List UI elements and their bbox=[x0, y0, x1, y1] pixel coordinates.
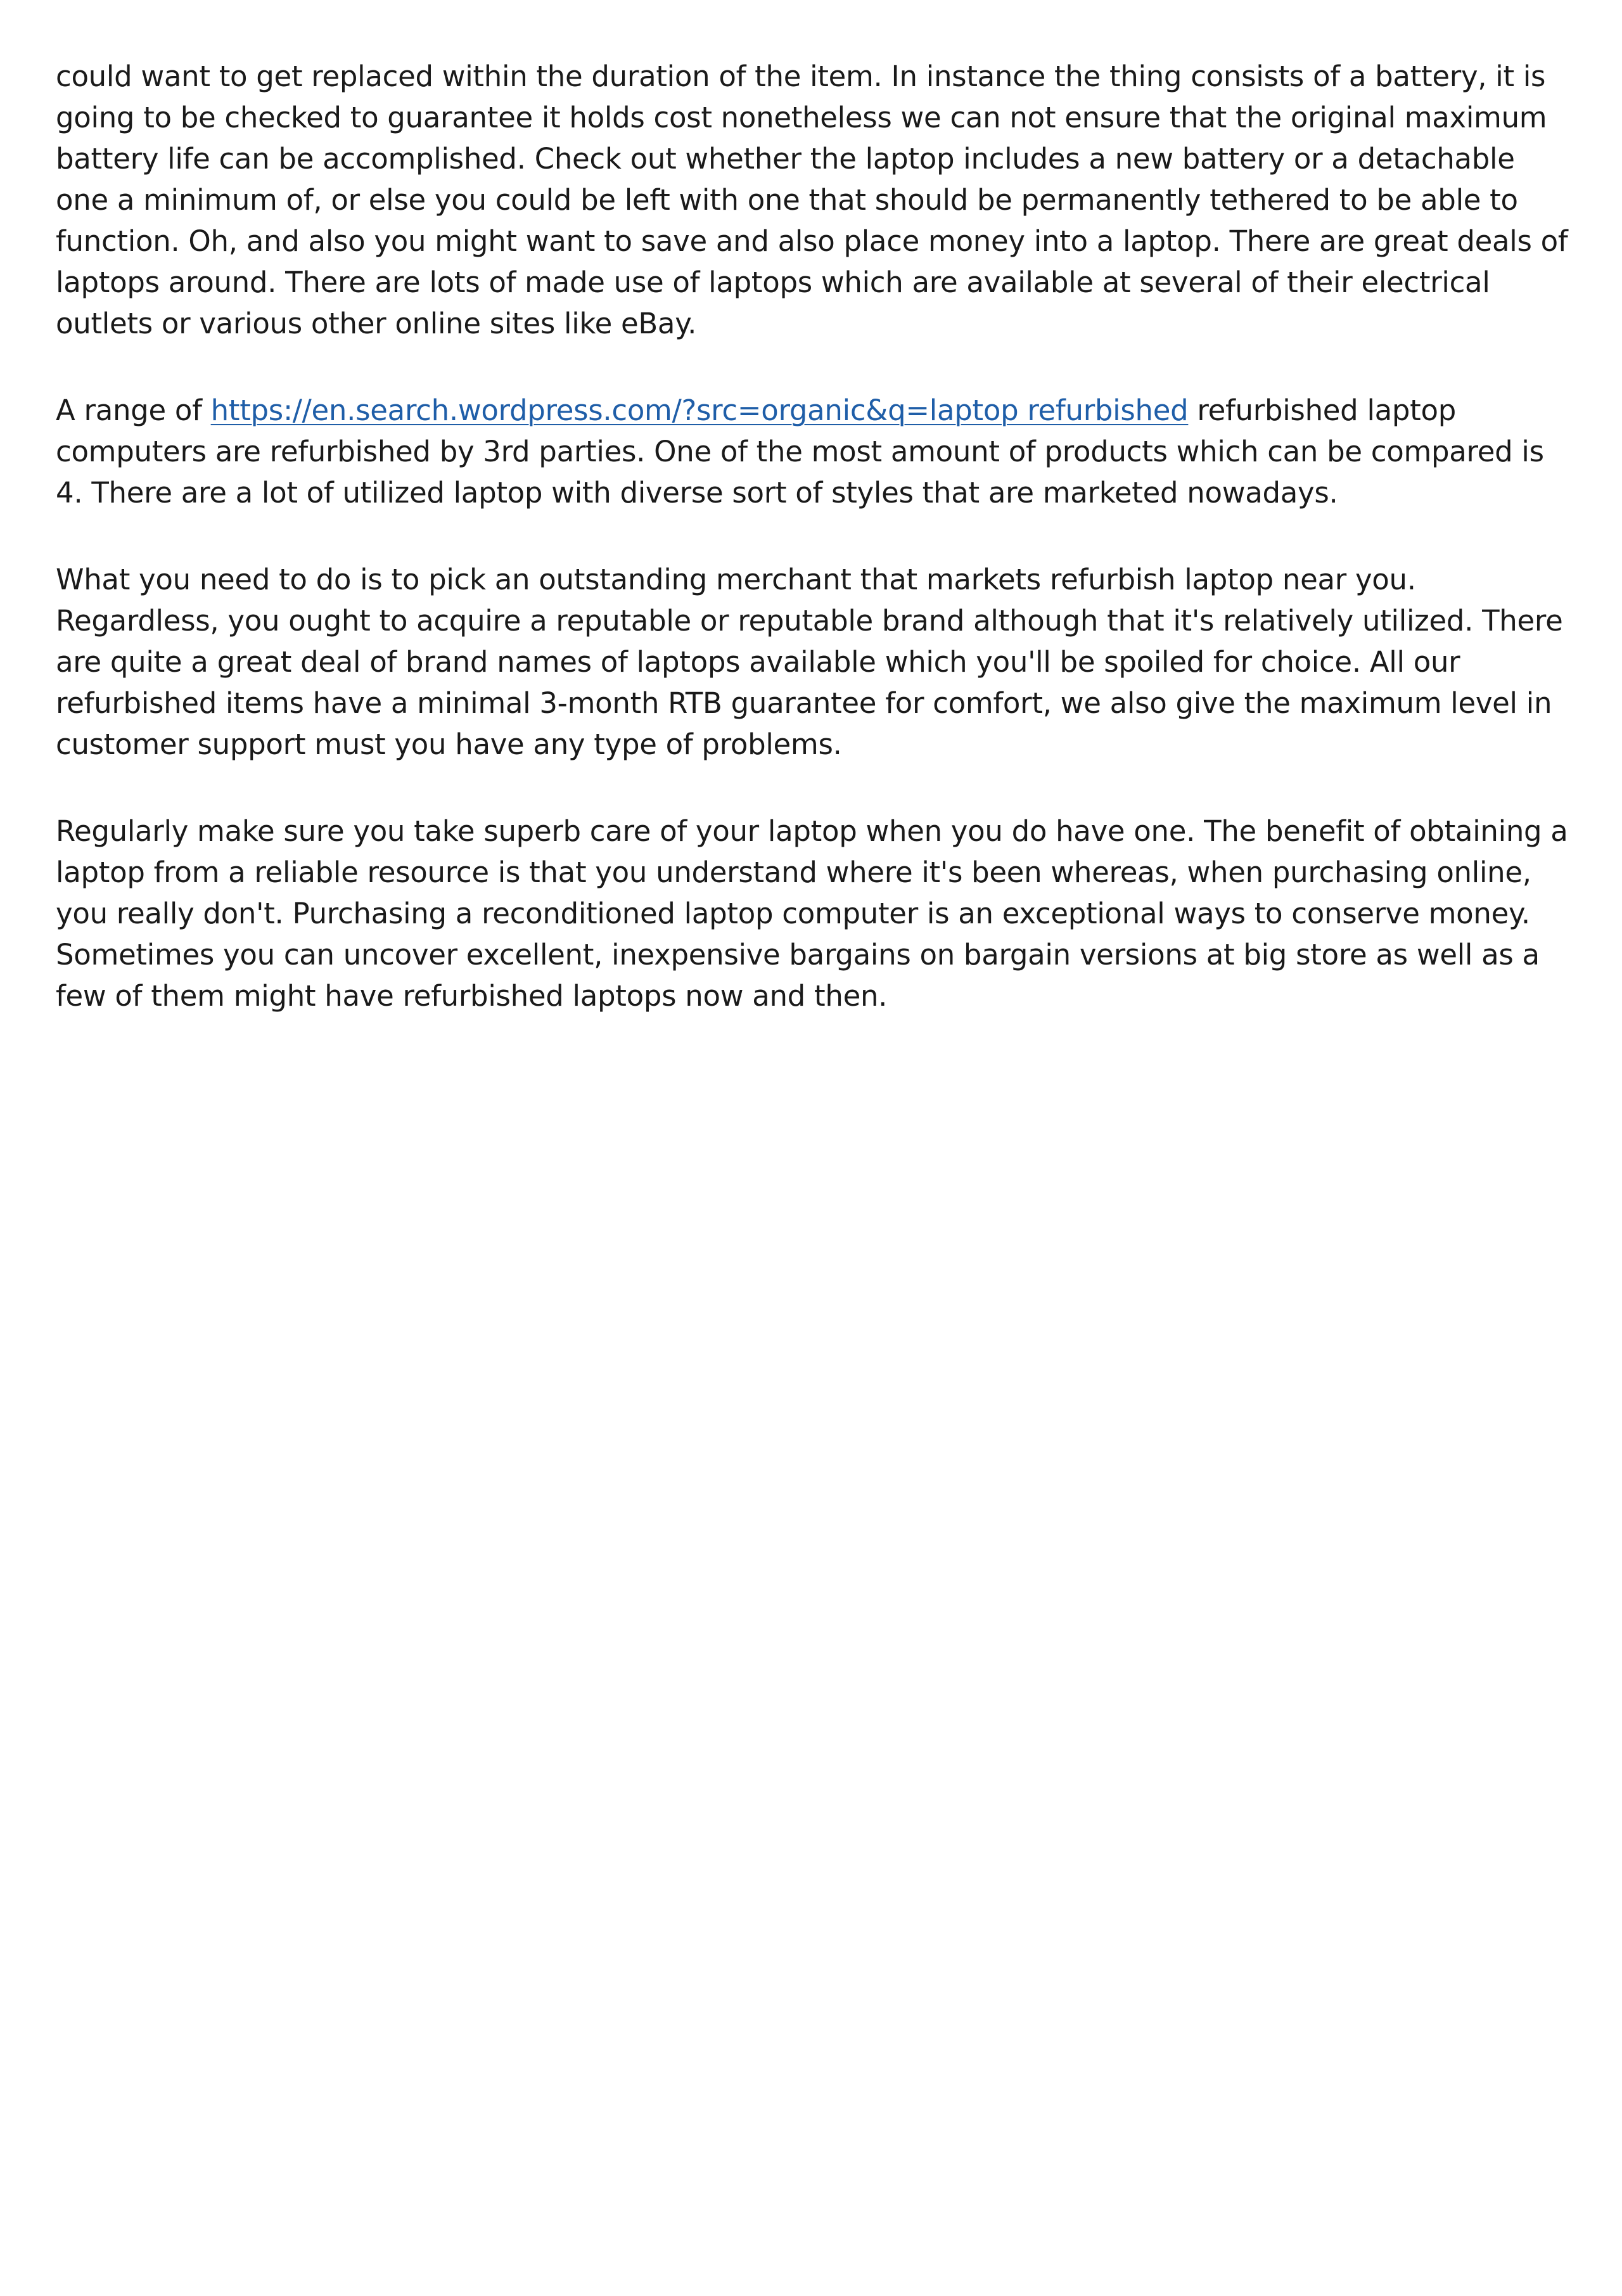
search-link[interactable]: https://en.search.wordpress.com/?src=organic&q=laptop refurbished bbox=[210, 394, 1189, 427]
paragraph-care: Regularly make sure you take superb care of your laptop when you do have one. The benefit of obtaining a laptop from a reliable resource is that you understand where it's been whereas, when purchasing online, you really don't. Purchasing a reconditioned laptop computer is an exceptional ways to conserve money. Sometimes you can uncover excellent, inexpensive bargains on bargain versions at big store as well as a few of them might have refurbished laptops now and then. bbox=[56, 814, 1568, 1013]
paragraph-text-before-link: A range of bbox=[56, 394, 211, 427]
paragraph-text-after-link: refurbished laptop computers are refurbished by 3rd parties. One of the most amount of products which can be compared is 4. There are a lot of utilized laptop with diverse sort of styles that are marketed nowadays. bbox=[56, 394, 1544, 510]
article-body bbox=[56, 56, 1571, 1017]
paragraph-battery: could want to get replaced within the duration of the item. In instance the thing consists of a battery, it is going to be checked to guarantee it holds cost nonetheless we can not ensure that the original maximum battery life can be accomplished. Check out whether the laptop includes a new battery or a detachable one a minimum of, or else you could be left with one that should be permanently tethered to be able to function. Oh, and also you might want to save and also place money into a laptop. There are great deals of laptops around. There are lots of made use of laptops which are available at several of their electrical outlets or various other online sites like eBay. bbox=[56, 60, 1568, 340]
paragraph-refurbished-range bbox=[56, 390, 1571, 513]
paragraph-merchant: What you need to do is to pick an outstanding merchant that markets refurbish laptop near you. Regardless, you ought to acquire a reputable or reputable brand although that it's relatively utilized. There are quite a great deal of brand names of laptops available which you'll be spoiled for choice. All our refurbished items have a minimal 3-month RTB guarantee for comfort, we also give the maximum level in customer support must you have any type of problems. bbox=[56, 563, 1563, 761]
